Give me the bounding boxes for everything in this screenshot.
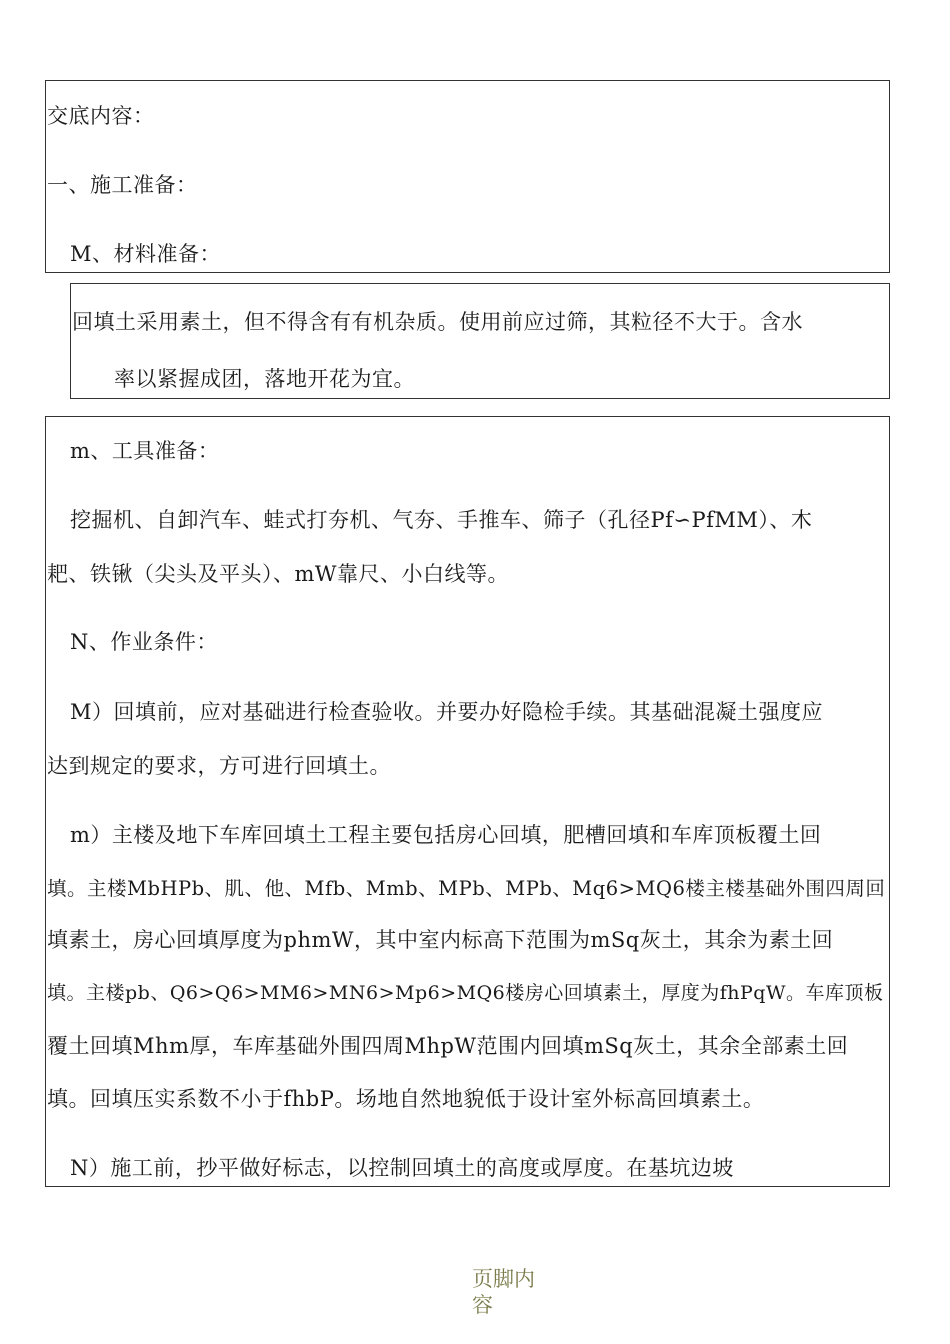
backfill-text-line-2: 率以紧握成团，落地开花为宜。	[114, 367, 415, 391]
materials-heading: M、材料准备：	[70, 242, 222, 266]
condition-2-line-4: 填。主楼pb、Q6>Q6>MM6>MN6>Mp6>MQ6楼房心回填素土，厚度为fhPqW。车库顶板	[47, 982, 884, 1004]
condition-2-line-5: 覆土回填Mhm厚，车库基础外围四周MhpW范围内回填mSq灰土，其余全部素土回	[47, 1034, 849, 1058]
condition-3-line-1: N）施工前，抄平做好标志，以控制回填土的高度或厚度。在基坑边坡	[70, 1156, 734, 1180]
page-footer: 页脚内容	[472, 1267, 535, 1318]
conditions-heading: N、作业条件：	[70, 630, 218, 654]
condition-1-line-2: 达到规定的要求，方可进行回填土。	[47, 754, 391, 778]
tools-heading: m、工具准备：	[70, 439, 220, 463]
tools-text-line-1: 挖掘机、自卸汽车、蛙式打夯机、气夯、手推车、筛子（孔径Pf∽PfMM）、木	[70, 508, 813, 532]
condition-2-line-6: 填。回填压实系数不小于fhbP。场地自然地貌低于设计室外标高回填素土。	[47, 1087, 765, 1111]
prep-heading: 一、施工准备：	[47, 173, 198, 197]
condition-2-line-2: 填。主楼MbHPb、肌、他、Mfb、Mmb、MPb、MPb、Mq6>MQ6楼主楼基础外围四周回	[47, 877, 886, 900]
condition-2-line-1: m）主楼及地下车库回填土工程主要包括房心回填，肥槽回填和车库顶板覆土回	[70, 823, 822, 847]
handover-heading: 交底内容：	[47, 104, 155, 128]
tools-text-line-2: 耙、铁锹（尖头及平头）、mW靠尺、小白线等。	[47, 562, 509, 586]
condition-1-line-1: M）回填前，应对基础进行检查验收。并要办好隐检手续。其基础混凝土强度应	[70, 700, 823, 724]
backfill-text-line-1: 回填土采用素土，但不得含有有机杂质。使用前应过筛，其粒径不大于。含水	[72, 310, 803, 334]
condition-2-line-3: 填素土，房心回填厚度为phmW，其中室内标高下范围为mSq灰土，其余为素土回	[47, 928, 834, 952]
